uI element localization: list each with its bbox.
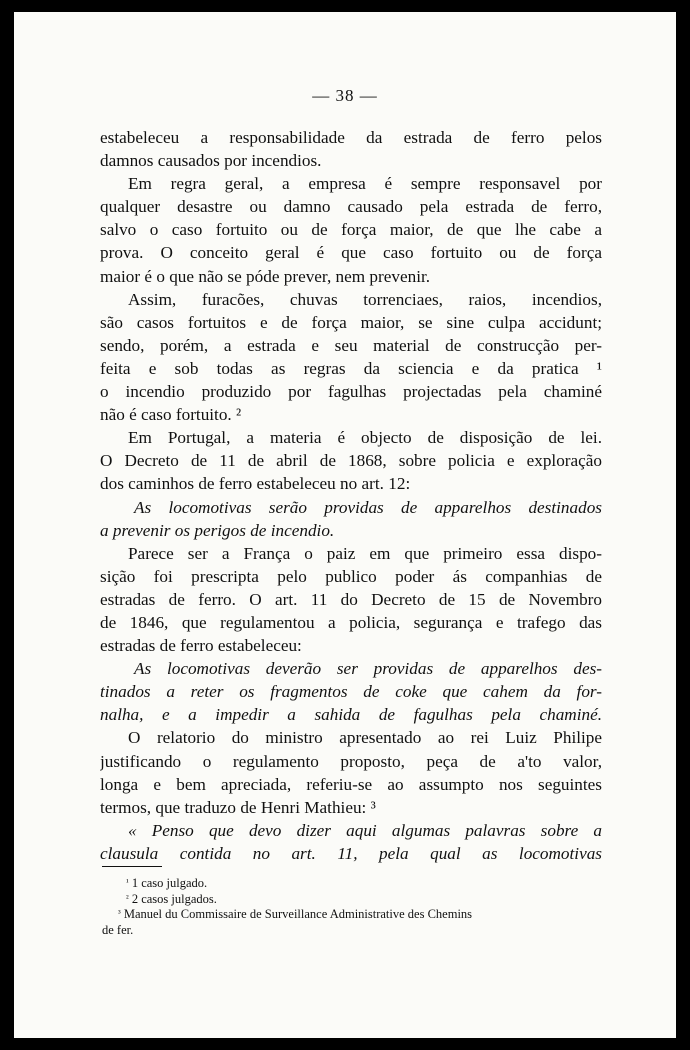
footnote-1	[102, 876, 602, 892]
text-line: longa e bem apreciada, referiu-se ao assumpto nos seguintes	[100, 774, 602, 794]
text-line: o incendio produzido por fagulhas projectadas pela chaminé	[100, 382, 602, 402]
document-page	[14, 12, 676, 1038]
text-line: sição foi prescripta pelo publico poder ás companhias de	[100, 566, 602, 586]
text-line: de 1846, que regulamentou a policia, segurança e trafego das	[100, 612, 602, 632]
text-line: O Decreto de 11 de abril de 1868, sobre policia e exploração	[100, 451, 602, 471]
text-line: sendo, porém, a estrada e seu material de construcção per-	[100, 335, 602, 355]
footnote-3-continuation: de fer.	[102, 922, 134, 937]
footnote-mark: ³	[118, 908, 121, 918]
text-line: salvo o caso fortuito ou de força maior, de que lhe cabe a	[100, 220, 602, 240]
footnote-text: 1 caso julgado.	[131, 876, 208, 890]
text-line: Em Portugal, a materia é objecto de disposição de lei.	[128, 428, 602, 448]
footnote-text: 2 casos julgados.	[131, 891, 217, 906]
text-line: Assim, furacões, chuvas torrenciaes, raios, incendios,	[128, 289, 602, 309]
text-line: nalha, e a impedir a sahida de fagulhas pela chaminé.	[100, 705, 602, 725]
text-line: termos, que traduzo de Henri Mathieu: ³	[100, 797, 376, 817]
text-line: « Penso que devo dizer aqui algumas palavras sobre a	[128, 820, 602, 840]
footnote-separator	[102, 866, 162, 867]
text-line: tinados a reter os fragmentos de coke que cahem da for-	[100, 682, 602, 702]
footnote-mark: ¹	[126, 877, 129, 887]
footnote-2	[102, 892, 602, 908]
footnote-text: Manuel du Commissaire de Surveillance Administrative des Chemins	[123, 907, 473, 921]
text-line: O relatorio do ministro apresentado ao rei Luiz Philipe	[128, 728, 602, 748]
text-line: a prevenir os perigos de incendio.	[100, 520, 335, 540]
text-line: As locomotivas serão providas de apparelhos destinados	[134, 497, 602, 517]
text-line: não é caso fortuito. ²	[100, 405, 242, 425]
footnote-mark: ²	[126, 892, 129, 903]
text-line: As locomotivas deverão ser providas de apparelhos des-	[134, 659, 602, 679]
text-line: prova. O conceito geral é que caso fortuito ou de força	[100, 243, 602, 263]
page-number: — 38 —	[312, 86, 378, 105]
text-line: são casos fortuitos e de força maior, se sine culpa accidunt;	[100, 312, 602, 332]
text-line: Em regra geral, a empresa é sempre responsavel por	[128, 174, 602, 194]
text-line: justificando o regulamento proposto, peça de a'to valor,	[100, 751, 602, 771]
text-line: maior é o que não se póde prever, nem prevenir.	[100, 266, 431, 286]
body-text	[100, 126, 602, 865]
footnotes	[102, 876, 602, 938]
text-line: dos caminhos de ferro estabeleceu no art. 12:	[100, 474, 411, 494]
text-line: estradas de ferro. O art. 11 do Decreto de 15 de Novembro	[100, 589, 602, 609]
text-line: estabeleceu a responsabilidade da estrada de ferro pelos	[100, 128, 602, 147]
text-line: estradas de ferro estabeleceu:	[100, 636, 302, 656]
text-line: damnos causados por incendios.	[100, 151, 322, 171]
text-line: Parece ser a França o paiz em que primeiro essa dispo-	[128, 543, 602, 563]
text-line: clausula contida no art. 11, pela qual as locomotivas	[100, 843, 602, 863]
text-line: feita e sob todas as regras da sciencia e da pratica ¹	[100, 358, 602, 378]
text-line: qualquer desastre ou damno causado pela estrada de ferro,	[100, 197, 602, 217]
footnote-3	[102, 907, 602, 923]
